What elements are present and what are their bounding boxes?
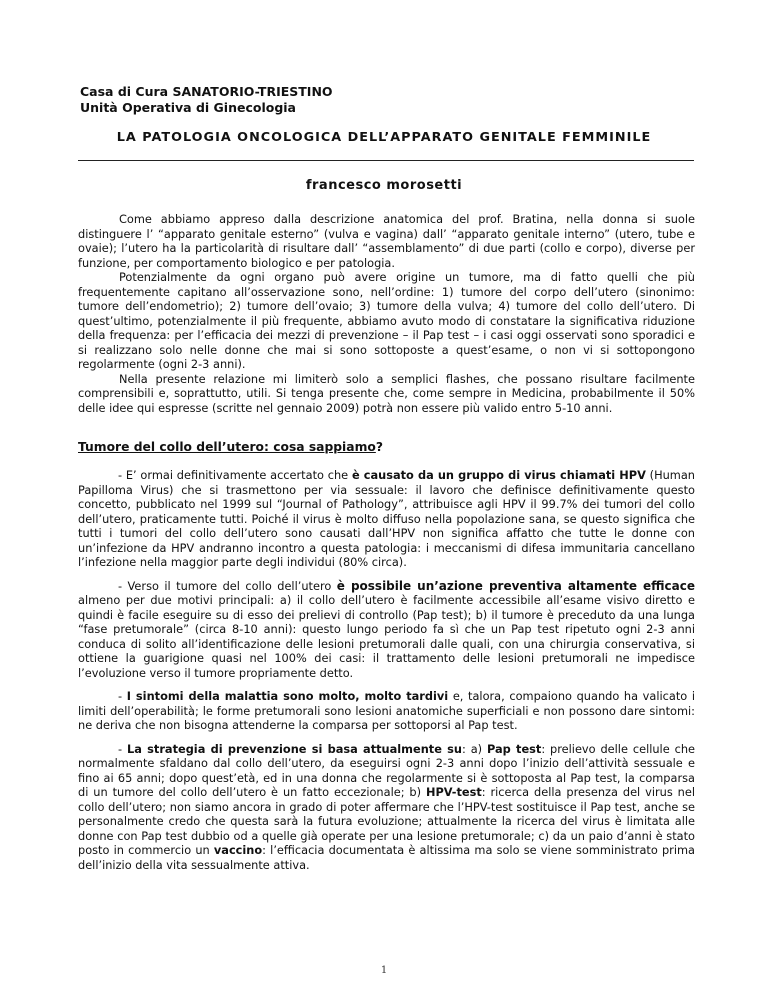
section-paragraph-2 <box>78 579 695 681</box>
text-run: e, talora, compaiono quando ha valicato i limiti dell’operabilità; le forme pretumorali sono lesioni anatomiche superficiali e non possono dare sintomi: ne deriva che non bisogna attenderne la comparsa per sottoporsi al Pap test. <box>78 689 696 732</box>
institution-prefix: Casa di Cura <box>80 84 173 99</box>
text-run: : prelievo delle cellule che normalmente sfaldano dal collo dell’utero, da eseguirsi ogni 2-3 anni dopo l’inizio dell’attività sessuale e fino ai 65 anni; dopo quest’età, ed in una donna che regolarmente si è sottoposta al Pap test, la comparsa di un tumore del collo dell’utero è un fatto eccezionale; b) <box>78 741 695 799</box>
text-run: - Verso il tumore del collo dell’utero <box>118 578 337 593</box>
text-run: : l’efficacia documentata è altissima ma solo se viene somministrato prima dell’inizio della vita sessualmente attiva. <box>78 843 695 872</box>
page-number: 1 <box>380 965 388 976</box>
intro-text <box>78 212 695 415</box>
section-heading-mark: ? <box>375 440 383 454</box>
institution-name: SANATORIO-TRIESTINO <box>172 84 333 99</box>
text-run-bold: è possibile un’azione preventiva altamente efficace <box>336 578 696 593</box>
text-run: : a) <box>461 741 487 756</box>
title-divider <box>78 160 694 161</box>
intro-paragraph-1: Come abbiamo appreso dalla descrizione anatomica del prof. Bratina, nella donna si suole distinguere l’ “apparato genitale esterno” (vulva e vagina) dall’ “apparato genitale interno” (utero, tube e ovaie); l’utero ha la particolarità di risultare dall’ “assemblamento” di due parti (collo e corpo), diverse per funzione, per comportamento biologico e per patologia. <box>78 212 695 270</box>
text-run: - E’ ormai definitivamente accertato che <box>118 468 352 482</box>
text-run: - <box>118 689 127 703</box>
section-paragraph-3 <box>78 689 695 733</box>
section-heading <box>78 440 383 454</box>
section-heading-text: Tumore del collo dell’utero: cosa sappiamo <box>78 440 376 454</box>
text-run-bold: I sintomi della malattia sono molto, molto tardivi <box>126 689 449 703</box>
institution-name-line <box>80 84 333 100</box>
text-run-bold: Pap test <box>486 741 542 756</box>
text-run: almeno per due motivi principali: a) il collo dell’utero è facilmente accessibile all’esame visivo diretto e quindi è facile eseguire su di esso dei prelievi di controllo (Pap test); b) il tumore è preceduto da una lunga “fase pretumorale” (circa 8-10 anni): questo lungo periodo fa sì che un Pap test ripetuto ogni 2-3 anni conduca di solito all’identificazione delle lesioni pretumorali dalle quali, con una chirurgia conservativa, si ottiene la guarigione quasi nel 100% dei casi: il trattamento delle lesioni pretumorali ne impedisce l’evoluzione verso il tumore propriamente detto. <box>78 593 695 680</box>
text-run-bold: vaccino <box>213 843 263 857</box>
text-run: (Human Papilloma Virus) che si trasmettono per via sessuale: il lavoro che definisce definitivamente questo concetto, pubblicato nel 1999 sul “Journal of Pathology”, attribuisce agli HPV il 99.7% dei tumori del collo dell’utero, praticamente tutti. Poiché il virus è molto diffuso nella popolazione sana, se questo significa che tutti i tumori del collo dell’utero sono causati dall’HPV non significa affatto che tutte le donne con un’infezione da HPV andranno incontro a questa patologia: i meccanismi di difesa immunitaria cancellano l’infezione nella maggior parte degli individui (80% circa). <box>78 468 695 569</box>
document-title: LA PATOLOGIA ONCOLOGICA DELL’APPARATO GENITALE FEMMINILE <box>116 130 652 145</box>
text-run-bold: HPV-test <box>425 785 482 799</box>
text-run-bold: è causato da un gruppo di virus chiamati HPV <box>351 468 646 482</box>
text-run: : ricerca della presenza del virus nel collo dell’utero; non siamo ancora in grado di poter affermare che l’HPV-test sostituisce il Pap test, anche se personalmente credo che questa sarà la futura evoluzione; attualmente la ricerca del virus è limitata alle donne con Pap test dubbio od a quelle già operate per una lesione pretumorale; c) da un paio d’anni è stato posto in commercio un <box>78 785 695 857</box>
section-paragraph-4 <box>78 742 695 873</box>
text-run-bold: La strategia di prevenzione si basa attualmente su <box>127 741 462 756</box>
section-paragraph-1 <box>78 468 695 570</box>
author-name: francesco morosetti <box>305 178 463 193</box>
intro-paragraph-3: Nella presente relazione mi limiterò solo a semplici flashes, che possano risultare facilmente comprensibili e, soprattutto, utili. Si tenga presente che, come sempre in Medicina, probabilmente il 50% delle idee qui espresse (scritte nel gennaio 2009) potrà non essere più valido entro 5-10 anni. <box>78 371 695 415</box>
section-body <box>78 468 695 872</box>
institution-header <box>80 84 333 116</box>
intro-paragraph-2: Potenzialmente da ogni organo può avere origine un tumore, ma di fatto quelli che più frequentemente capitano all’osservazione sono, nell’ordine: 1) tumore del corpo dell’utero (sinonimo: tumore dell’endometrio); 2) tumore dell’ovaio; 3) tumore della vulva; 4) tumore del collo dell’utero. Di quest’ultimo, potenzialmente il più frequente, abbiamo avuto modo di constatare la significativa riduzione della frequenza: per l’efficacia dei mezzi di prevenzione – il Pap test – i casi oggi osservati sono sporadici e si realizzano solo nelle donne che mai si sono sottoposte a quest’esame, o non vi si sottopongono regolarmente (ogni 2-3 anni). <box>78 270 695 371</box>
text-run: - <box>118 741 128 756</box>
unit-name: Unità Operativa di Ginecologia <box>80 100 296 115</box>
